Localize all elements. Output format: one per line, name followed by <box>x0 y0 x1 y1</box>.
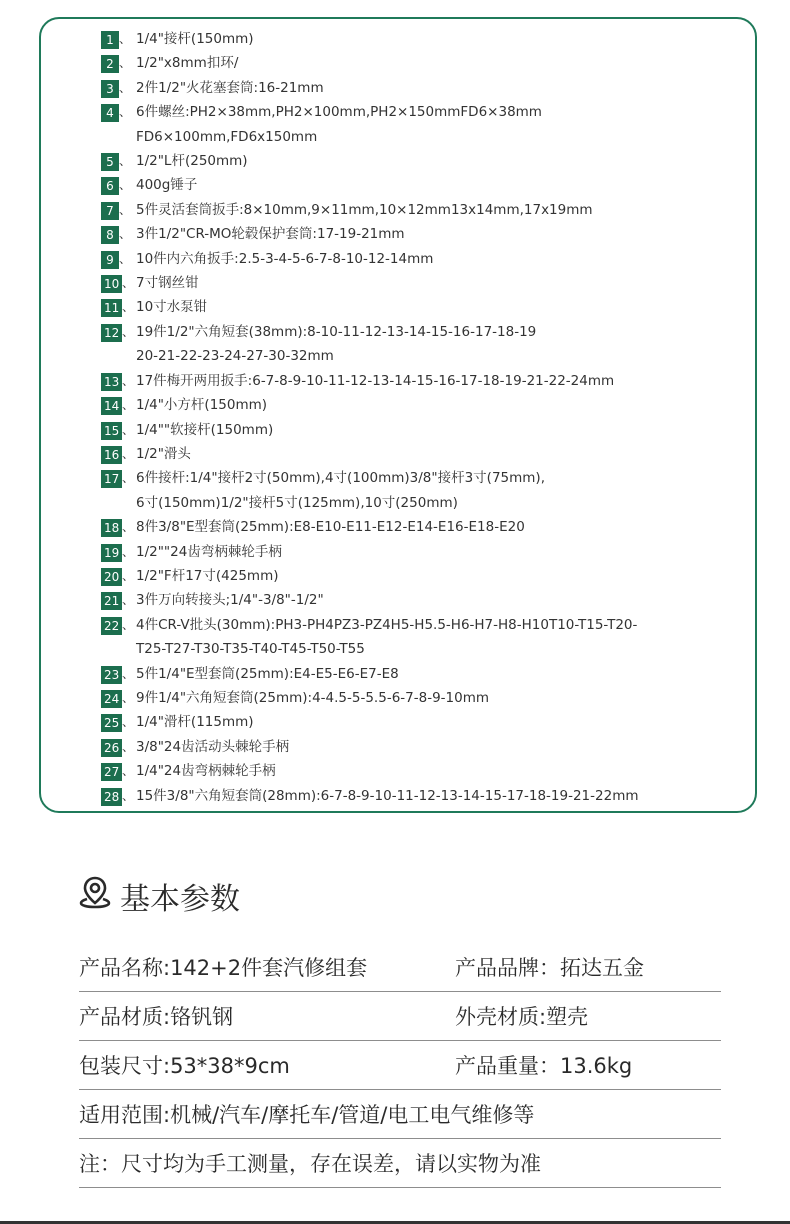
item-separator: 、 <box>119 202 132 217</box>
item-separator: 、 <box>122 520 135 535</box>
item-text: 1/4"24齿弯柄棘轮手柄 <box>136 763 276 780</box>
params-row <box>79 1041 721 1090</box>
item-separator: 、 <box>122 276 135 291</box>
list-item <box>101 710 751 734</box>
item-separator: 、 <box>122 471 135 486</box>
item-number-badge: 10 <box>101 275 122 293</box>
item-text: T25-T27-T30-T35-T40-T45-T50-T55 <box>136 641 365 658</box>
item-separator: 、 <box>122 764 135 779</box>
item-number-badge: 24 <box>101 690 122 708</box>
item-number-badge: 20 <box>101 568 122 586</box>
param-cell-right: 外壳材质:塑壳 <box>455 1005 589 1029</box>
list-item <box>101 588 751 612</box>
list-item <box>101 100 751 149</box>
item-text: 1/2"滑头 <box>136 445 191 462</box>
list-item <box>101 515 751 539</box>
item-number-badge: 8 <box>101 226 119 244</box>
param-cell-left: 产品材质:铬钒钢 <box>79 1005 234 1029</box>
item-number-badge: 16 <box>101 446 122 464</box>
item-text: 19件1/2"六角短套(38mm):8-10-11-12-13-14-15-16-17-18-19 <box>136 323 537 340</box>
item-text: 7寸钢丝钳 <box>136 275 199 292</box>
item-separator: 、 <box>122 788 135 803</box>
item-number-badge: 22 <box>101 617 122 635</box>
list-item <box>101 295 751 319</box>
item-list-box <box>39 17 757 813</box>
list-item <box>101 759 751 783</box>
item-text: 1/4""软接杆(150mm) <box>136 421 274 438</box>
list-item <box>101 442 751 466</box>
params-row <box>79 1090 721 1139</box>
item-separator: 、 <box>122 715 135 730</box>
item-text: 15件3/8"六角短套筒(28mm):6-7-8-9-10-11-12-13-14-15-17-18-19-21-22mm <box>136 787 639 804</box>
item-number-badge: 27 <box>101 763 122 781</box>
list-item <box>101 222 751 246</box>
item-number-badge: 23 <box>101 666 122 684</box>
item-text: 1/2"F杆17寸(425mm) <box>136 567 279 584</box>
item-number-badge: 3 <box>101 80 119 98</box>
item-number-badge: 1 <box>101 31 119 49</box>
list-item <box>101 466 751 515</box>
item-text: 6件接杆:1/4"接杆2寸(50mm),4寸(100mm)3/8"接杆3寸(75mm), <box>136 470 545 487</box>
item-separator: 、 <box>119 32 132 46</box>
item-text: 20-21-22-23-24-27-30-32mm <box>136 348 334 365</box>
item-separator: 、 <box>122 300 135 315</box>
item-text: 5件灵活套筒扳手:8×10mm,9×11mm,10×12mm13x14mm,17x19mm <box>136 201 593 218</box>
item-number-badge: 12 <box>101 324 122 342</box>
item-separator: 、 <box>122 568 135 583</box>
list-item <box>101 418 751 442</box>
item-number-badge: 13 <box>101 373 122 391</box>
item-number-badge: 19 <box>101 544 122 562</box>
param-cell-left: 注：尺寸均为手工测量，存在误差，请以实物为准 <box>79 1152 541 1176</box>
list-item <box>101 369 751 393</box>
item-separator: 、 <box>122 446 135 461</box>
list-item <box>101 198 751 222</box>
item-number-badge: 25 <box>101 714 122 732</box>
item-number-badge: 15 <box>101 422 122 440</box>
item-number-badge: 28 <box>101 788 122 806</box>
item-separator: 、 <box>119 178 132 193</box>
param-cell-left: 适用范围:机械/汽车/摩托车/管道/电工电气维修等 <box>79 1103 535 1127</box>
item-separator: 、 <box>122 690 135 705</box>
item-text: 1/4"小方杆(150mm) <box>136 397 268 414</box>
list-item <box>101 76 751 100</box>
item-number-badge: 4 <box>101 104 119 122</box>
item-text: 10寸水泵钳 <box>136 299 208 316</box>
item-text: 6寸(150mm)1/2"接杆5寸(125mm),10寸(250mm) <box>136 494 458 511</box>
item-text: 1/2"L杆(250mm) <box>136 153 248 170</box>
list-item <box>101 149 751 173</box>
param-cell-left: 包装尺寸:53*38*9cm <box>79 1054 290 1078</box>
params-row <box>79 943 721 992</box>
item-number-badge: 9 <box>101 251 119 269</box>
item-separator: 、 <box>122 422 135 437</box>
list-item <box>101 662 751 686</box>
list-item <box>101 27 751 51</box>
params-header <box>78 874 240 918</box>
item-text: 5件1/4"E型套筒(25mm):E4-E5-E6-E7-E8 <box>136 665 399 682</box>
list-item <box>101 613 751 662</box>
list-item <box>101 784 751 808</box>
item-text: 3/8"24齿活动头棘轮手柄 <box>136 738 290 755</box>
item-text: 3件万向转接头;1/4"-3/8"-1/2" <box>136 592 324 609</box>
item-separator: 、 <box>122 617 135 632</box>
item-text: 3件1/2"CR-MO轮毂保护套筒:17-19-21mm <box>136 226 405 243</box>
item-separator: 、 <box>119 56 132 71</box>
item-separator: 、 <box>122 593 135 608</box>
item-number-badge: 6 <box>101 177 119 195</box>
list-item <box>101 51 751 75</box>
item-number-badge: 17 <box>101 470 122 488</box>
params-row <box>79 1139 721 1188</box>
item-text: 6件螺丝:PH2×38mm,PH2×100mm,PH2×150mmFD6×38mm <box>136 104 542 121</box>
item-text: 8件3/8"E型套筒(25mm):E8-E10-E11-E12-E14-E16-E18-E20 <box>136 519 525 536</box>
item-separator: 、 <box>119 154 132 169</box>
item-number-badge: 2 <box>101 55 119 73</box>
item-number-badge: 14 <box>101 397 122 415</box>
item-text: FD6×100mm,FD6x150mm <box>136 128 318 145</box>
list-item <box>101 564 751 588</box>
item-text: 1/2""24齿弯柄棘轮手柄 <box>136 543 282 560</box>
item-number-badge: 5 <box>101 153 119 171</box>
params-table <box>79 943 721 1188</box>
param-cell-left: 产品名称:142+2件套汽修组套 <box>79 956 368 980</box>
item-separator: 、 <box>122 666 135 681</box>
params-row <box>79 992 721 1041</box>
item-text: 400g锤子 <box>136 177 198 194</box>
item-text: 10件内六角扳手:2.5-3-4-5-6-7-8-10-12-14mm <box>136 250 434 267</box>
item-text: 9件1/4"六角短套筒(25mm):4-4.5-5-5.5-6-7-8-9-10mm <box>136 689 490 706</box>
item-text: 1/4"接杆(150mm) <box>136 31 254 47</box>
list-item <box>101 540 751 564</box>
item-text: 4件CR-V批头(30mm):PH3-PH4PZ3-PZ4H5-H5.5-H6-H7-H8-H10T10-T15-T20- <box>136 616 638 633</box>
list-item <box>101 393 751 417</box>
item-separator: 、 <box>122 739 135 754</box>
item-number-badge: 11 <box>101 299 122 317</box>
item-separator: 、 <box>119 80 132 95</box>
params-title: 基本参数 <box>120 882 240 917</box>
item-separator: 、 <box>122 324 135 339</box>
item-text: 1/2"x8mm扣环/ <box>136 55 239 72</box>
item-separator: 、 <box>122 398 135 413</box>
item-number-badge: 26 <box>101 739 122 757</box>
list-item <box>101 271 751 295</box>
item-list <box>101 27 751 808</box>
param-cell-right: 产品重量：13.6kg <box>455 1054 633 1078</box>
item-separator: 、 <box>119 251 132 266</box>
item-number-badge: 7 <box>101 202 119 220</box>
location-pin-icon <box>78 875 112 917</box>
item-separator: 、 <box>119 105 132 120</box>
list-item <box>101 686 751 710</box>
list-item <box>101 320 751 369</box>
list-item <box>101 247 751 271</box>
list-item <box>101 173 751 197</box>
item-text: 17件梅开两用扳手:6-7-8-9-10-11-12-13-14-15-16-17-18-19-21-22-24mm <box>136 372 615 389</box>
item-separator: 、 <box>119 227 132 242</box>
item-separator: 、 <box>122 544 135 559</box>
item-number-badge: 18 <box>101 519 122 537</box>
list-item <box>101 735 751 759</box>
param-cell-right: 产品品牌：拓达五金 <box>455 956 644 980</box>
item-number-badge: 21 <box>101 592 122 610</box>
item-text: 1/4"滑杆(115mm) <box>136 714 254 731</box>
item-text: 2件1/2"火花塞套筒:16-21mm <box>136 79 324 96</box>
item-separator: 、 <box>122 373 135 388</box>
